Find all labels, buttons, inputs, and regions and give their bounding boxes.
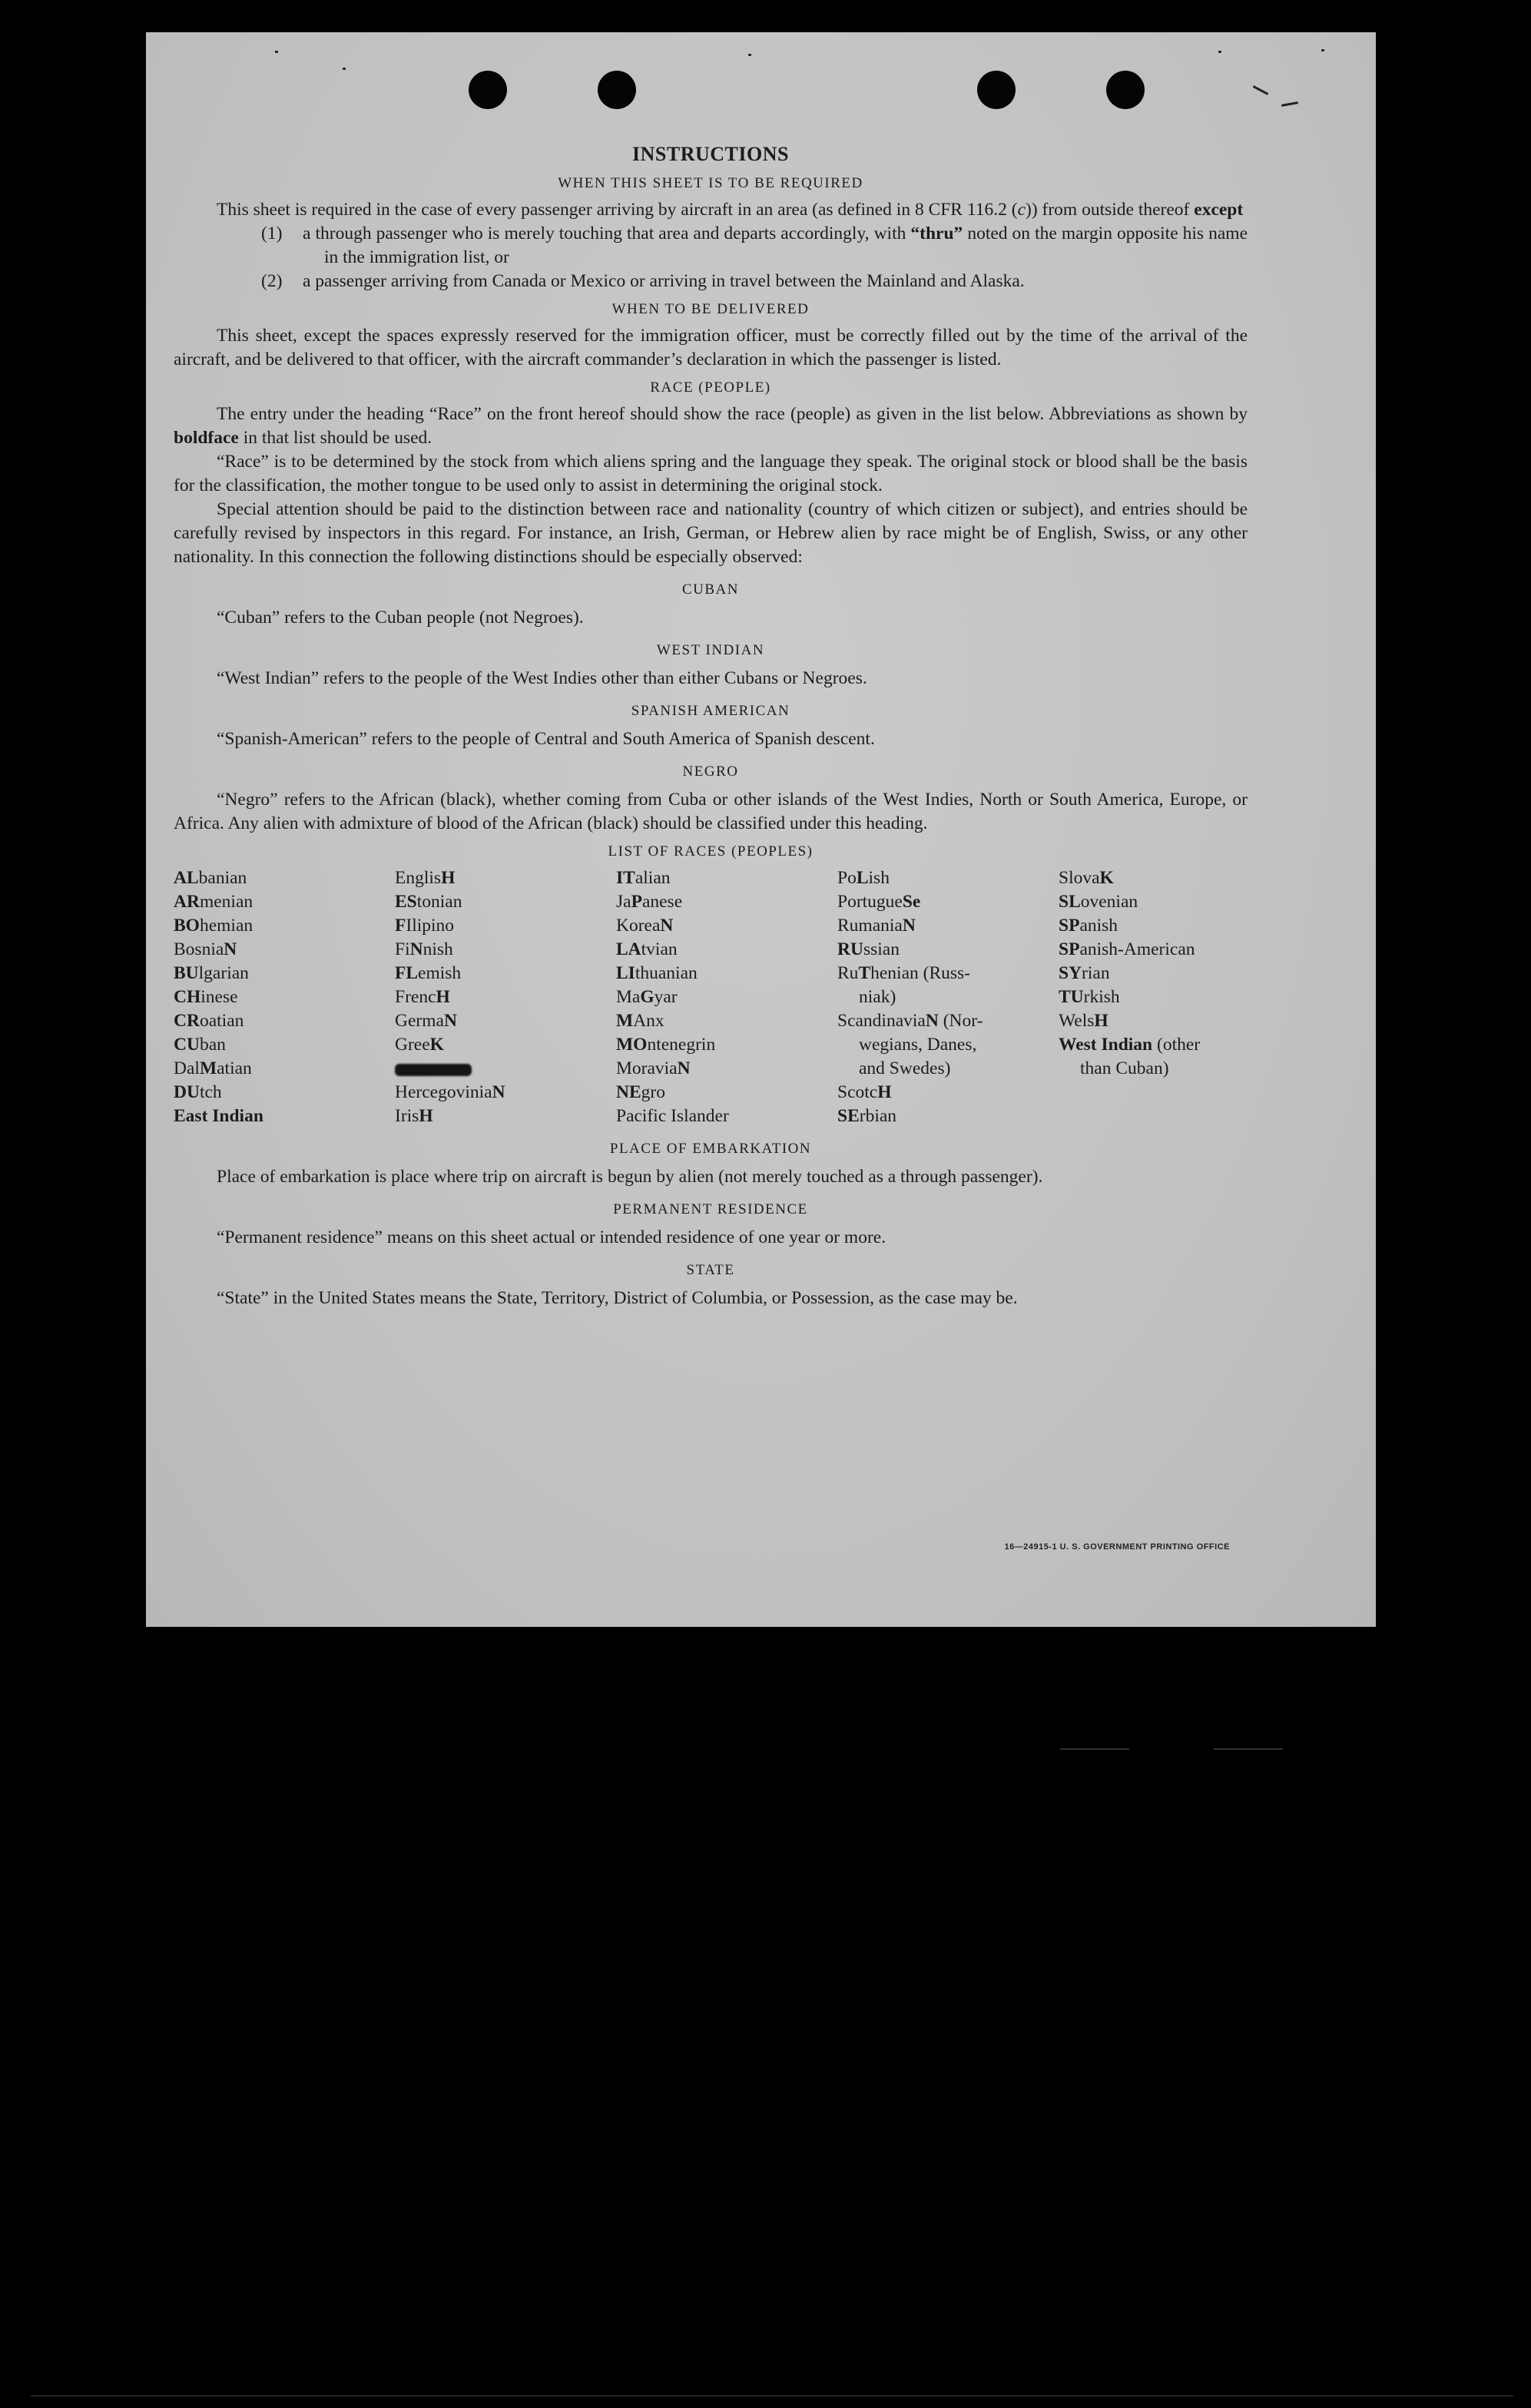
race-entry: IrisH	[395, 1106, 433, 1126]
race-entry: TUrkish	[1059, 987, 1120, 1007]
section-heading-state: STATE	[686, 1262, 735, 1278]
exception-item-1: (1) a through passenger who is merely touching that area and departs accordingly, with “thru” noted on the margin opposite his name in the immigration list, or	[261, 224, 1248, 267]
race-entry-continuation: than Cuban)	[1080, 1058, 1169, 1078]
permanent-residence-text: “Permanent residence” means on this sheet actual or intended residence of one year or more.	[217, 1227, 886, 1247]
races-column	[616, 866, 837, 1128]
race-entry: LIthuanian	[616, 963, 698, 983]
race-entry: SYrian	[1059, 963, 1110, 983]
state-text: “State” in the United States means the State, Territory, District of Columbia, or Possession, as the case may be.	[217, 1288, 1018, 1308]
race-entry: GermaN	[395, 1011, 457, 1031]
when-required-intro: This sheet is required in the case of every passenger arriving by aircraft in an area (as defined in 8 CFR 116.2 (c)) from outside thereof except	[217, 200, 1244, 220]
race-entry: DalMatian	[174, 1058, 252, 1078]
dust-speck	[1281, 101, 1298, 107]
race-entry: MOntenegrin	[616, 1035, 716, 1055]
printer-mark: 16—24915-1 U. S. GOVERNMENT PRINTING OFFICE	[1004, 1542, 1230, 1552]
race-entry-continuation: wegians, Danes,	[859, 1035, 977, 1055]
race-entry: WelsH	[1059, 1011, 1108, 1031]
race-entry: RUssian	[837, 939, 900, 959]
dust-speck	[1253, 85, 1269, 95]
races-column	[174, 866, 395, 1128]
section-heading-when-delivered: WHEN TO BE DELIVERED	[611, 301, 810, 317]
instructions-body	[174, 141, 1248, 1310]
race-entry: West Indian (other	[1059, 1035, 1201, 1055]
race-entry	[395, 1057, 616, 1081]
race-entry-continuation: and Swedes)	[859, 1058, 951, 1078]
section-heading-list-of-races: LIST OF RACES (PEOPLES)	[608, 843, 814, 860]
race-entry: ALbanian	[174, 868, 247, 888]
punch-hole	[469, 71, 507, 109]
dust-speck	[1321, 49, 1324, 51]
punch-hole	[1106, 71, 1145, 109]
races-column	[837, 866, 1059, 1128]
race-entry: LAtvian	[616, 939, 678, 959]
race-paragraph-1: The entry under the heading “Race” on the front hereof should show the race (people) as given in the list below. Abbreviations as shown by boldface in that list should be used.	[174, 404, 1248, 448]
race-entry: SPanish-American	[1059, 939, 1195, 959]
race-entry: ITalian	[616, 868, 671, 888]
section-heading-when-required: WHEN THIS SHEET IS TO BE REQUIRED	[558, 175, 863, 191]
embarkation-text: Place of embarkation is place where trip on aircraft is begun by alien (not merely touched as a through passenger).	[217, 1167, 1043, 1187]
race-entry: BUlgarian	[174, 963, 249, 983]
race-entry: ScotcH	[837, 1082, 892, 1102]
race-paragraph-2: “Race” is to be determined by the stock from which aliens spring and the language they speak. The original stock or blood shall be the basis for the classification, the mother tongue to be used only to assist in determining the original stock.	[174, 452, 1248, 495]
race-entry: PortugueSe	[837, 892, 921, 912]
race-entry: MAnx	[616, 1011, 664, 1031]
scan-artifact	[31, 2395, 1513, 2396]
race-entry: KoreaN	[616, 916, 674, 936]
races-column	[1059, 866, 1248, 1128]
race-entry: JaPanese	[616, 892, 683, 912]
race-entry: BOhemian	[174, 916, 254, 936]
west-indian-text: “West Indian” refers to the people of the West Indies other than either Cubans or Negroes.	[217, 668, 867, 688]
section-heading-cuban: CUBAN	[681, 581, 739, 598]
race-entry: RuThenian (Russ-	[837, 963, 971, 983]
race-entry-continuation: niak)	[859, 987, 896, 1007]
race-entry: EStonian	[395, 892, 462, 912]
section-heading-embarkation: PLACE OF EMBARKATION	[609, 1141, 812, 1157]
race-entry: NEgro	[616, 1082, 665, 1102]
punch-hole	[598, 71, 636, 109]
spanish-american-text: “Spanish-American” refers to the people of Central and South America of Spanish descent.	[217, 729, 875, 749]
dust-speck	[275, 51, 278, 53]
race-entry: ARmenian	[174, 892, 254, 912]
race-entry: FrencH	[395, 987, 450, 1007]
race-entry: ScandinaviaN (Nor-	[837, 1011, 983, 1031]
race-entry: CUban	[174, 1035, 226, 1055]
race-entry: CHinese	[174, 987, 238, 1007]
race-paragraph-3: Special attention should be paid to the distinction between race and nationality (country of which citizen or subject), and entries should be carefully revised by inspectors in this regard. For instance, an Irish, German, or Hebrew alien by race might be of English, Swiss, or any other nationality. In this connection the following distinctions should be especially observed:	[174, 499, 1248, 567]
race-entry: Pacific Islander	[616, 1106, 729, 1126]
dust-speck	[1218, 51, 1221, 53]
races-column	[395, 866, 616, 1128]
race-entry: MaGyar	[616, 987, 678, 1007]
exception-item-2: (2) a passenger arriving from Canada or Mexico or arriving in travel between the Mainland and Alaska.	[261, 271, 1025, 291]
race-entry: SErbian	[837, 1106, 897, 1126]
race-entry: BosniaN	[174, 939, 237, 959]
section-heading-race: RACE (PEOPLE)	[650, 379, 771, 396]
race-entry: MoraviaN	[616, 1058, 691, 1078]
section-heading-permanent-residence: PERMANENT RESIDENCE	[613, 1201, 808, 1217]
scan-artifact	[1060, 1748, 1129, 1750]
scan-artifact	[1214, 1748, 1283, 1750]
race-entry: SlovaK	[1059, 868, 1114, 888]
page-title: INSTRUCTIONS	[632, 143, 789, 165]
race-entry: GreeK	[395, 1035, 444, 1055]
cuban-text: “Cuban” refers to the Cuban people (not Negroes).	[217, 608, 584, 628]
negro-text: “Negro” refers to the African (black), whether coming from Cuba or other islands of the West Indies, North or South America, Europe, or Africa. Any alien with admixture of blood of the African (black) should be classified under this heading.	[174, 790, 1248, 833]
dust-speck	[748, 54, 751, 56]
race-entry: CRoatian	[174, 1011, 244, 1031]
race-entry: FLemish	[395, 963, 462, 983]
race-entry: DUtch	[174, 1082, 222, 1102]
race-entry: FiNnish	[395, 939, 453, 959]
section-heading-negro: NEGRO	[682, 763, 739, 780]
race-entry: EnglisH	[395, 868, 456, 888]
instruction-sheet	[146, 32, 1376, 1627]
race-entry: RumaniaN	[837, 916, 916, 936]
race-entry: SLovenian	[1059, 892, 1138, 912]
when-delivered-text: This sheet, except the spaces expressly reserved for the immigration officer, must be correctly filled out by the time of the arrival of the aircraft, and be delivered to that officer, with the aircraft commander’s declaration in which the passenger is listed.	[174, 326, 1248, 369]
races-list	[174, 866, 1248, 1128]
section-heading-west-indian: WEST INDIAN	[656, 642, 765, 658]
section-heading-spanish-american: SPANISH AMERICAN	[631, 703, 790, 719]
dust-speck	[343, 68, 346, 70]
ink-smudge	[395, 1064, 472, 1076]
race-entry: East Indian	[174, 1106, 263, 1126]
race-entry: SPanish	[1059, 916, 1118, 936]
race-entry: FIlipino	[395, 916, 455, 936]
race-entry: HercegoviniaN	[395, 1082, 505, 1102]
race-entry: PoLish	[837, 868, 890, 888]
punch-hole	[977, 71, 1016, 109]
